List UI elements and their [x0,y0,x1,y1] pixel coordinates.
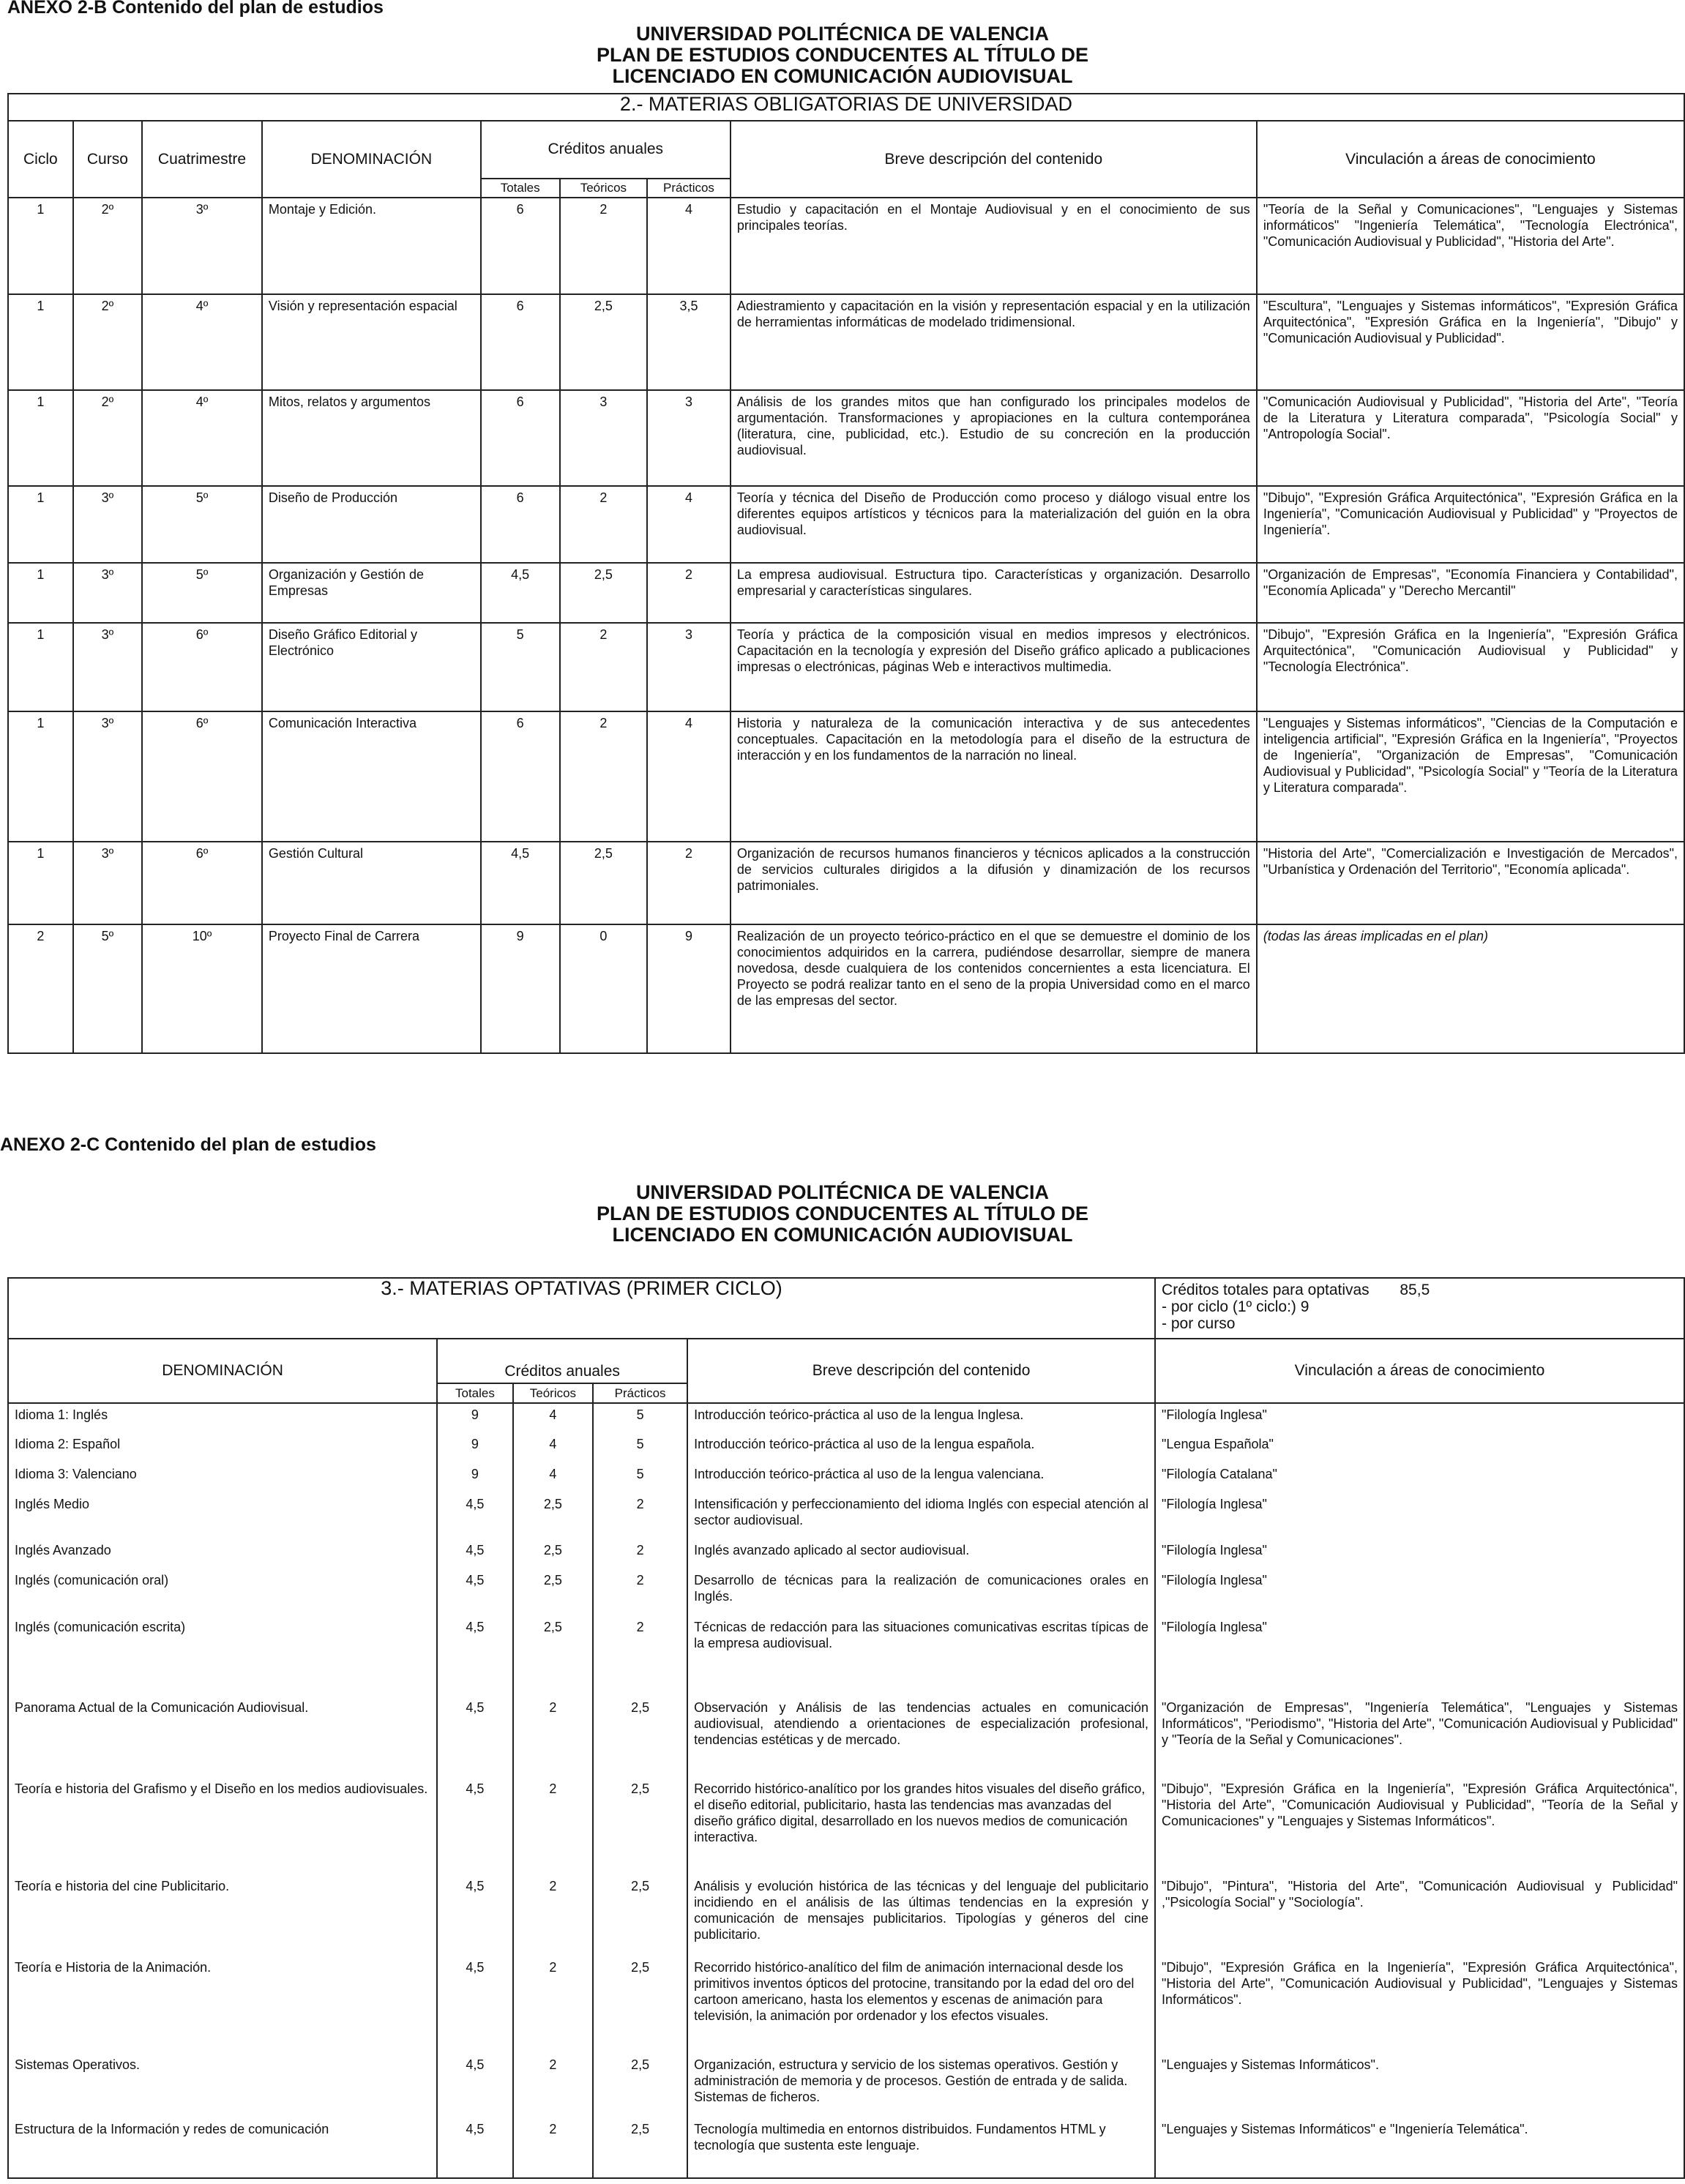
table-row [8,1569,1684,1615]
col-header-denominacion: DENOMINACIÓN [8,1339,437,1403]
cell-practicos: 4 [647,198,731,293]
cell-practicos: 2,5 [593,2054,687,2118]
cell-descripcion: Teoría y práctica de la composición visual en medios impresos y electrónicos. Capacitación en la tecnología y expresión del Diseño gráfico aplicado a publicaciones impresas o electrónicas, páginas Web e interactivos multimedia. [731,623,1257,711]
cell-cuatrimestre: 4º [142,294,262,390]
cell-descripcion: Estudio y capacitación en el Montaje Audiovisual y en el conocimiento de sus principales teorías. [731,198,1257,293]
cell-vinculacion: "Dibujo", "Expresión Gráfica en la Ingeniería", "Expresión Gráfica Arquitectónica", "Historia del Arte", "Comunicación Audiovisual y Publicidad", "Lenguajes y Sistemas Informáticos". [1155,1956,1684,2054]
cell-totales: 5 [481,623,560,711]
col-header-teoricos: Teóricos [513,1383,593,1403]
cell-practicos: 4 [647,486,731,563]
cell-totales: 9 [437,1403,513,1433]
credits-value: 85,5 [1400,1282,1430,1298]
cell-cuatrimestre: 6º [142,842,262,924]
cell-totales: 4,5 [437,2118,513,2178]
col-header-descripcion: Breve descripción del contenido [731,121,1257,198]
col-header-curso: Curso [73,121,142,198]
table-row [8,563,1684,623]
cell-curso: 3º [73,623,142,711]
cell-practicos: 2 [593,1539,687,1569]
cell-denominacion: Inglés Avanzado [8,1539,437,1569]
cell-descripcion: Técnicas de redacción para las situaciones comunicativas escritas típicas de la empresa audiovisual. [687,1616,1155,1697]
cell-denominacion: Estructura de la Información y redes de comunicación [8,2118,437,2178]
table-row [8,2054,1684,2118]
cell-teoricos: 4 [513,1403,593,1433]
cell-practicos: 2,5 [593,1697,687,1778]
cell-totales: 4,5 [437,1697,513,1778]
table-row [8,1697,1684,1778]
cell-teoricos: 3 [560,390,648,486]
cell-totales: 4,5 [437,1956,513,2054]
cell-descripcion: Tecnología multimedia en entornos distribuidos. Fundamentos HTML y tecnología que sustenta este lenguaje. [687,2118,1155,2178]
cell-curso: 3º [73,711,142,842]
header-line-degree: LICENCIADO EN COMUNICACIÓN AUDIOVISUAL [612,65,1073,87]
cell-denominacion: Panorama Actual de la Comunicación Audiovisual. [8,1697,437,1778]
cell-teoricos: 2,5 [513,1616,593,1697]
cell-descripcion: Introducción teórico-práctica al uso de la lengua española. [687,1433,1155,1463]
annex-c-title: ANEXO 2-C Contenido del plan de estudios [0,1134,376,1155]
cell-practicos: 5 [593,1463,687,1493]
cell-vinculacion: "Lengua Española" [1155,1433,1684,1463]
cell-vinculacion: "Dibujo", "Pintura", "Historia del Arte", "Comunicación Audiovisual y Publicidad" ,"Psicología Social" y "Sociología". [1155,1875,1684,1956]
cell-descripcion: Organización, estructura y servicio de los sistemas operativos. Gestión y administración de memoria y de procesos. Gestión de entrada y de salida. Sistemas de ficheros. [687,2054,1155,2118]
cell-descripcion: Análisis y evolución histórica de las técnicas y del lenguaje del publicitario incidiendo en el análisis de las últimas tendencias en la expresión y comunicación de mensajes publicitarios. Tipologías y géneros del cine publicitario. [687,1875,1155,1956]
cell-denominacion: Proyecto Final de Carrera [262,924,481,1053]
header-line-degree: LICENCIADO EN COMUNICACIÓN AUDIOVISUAL [612,1224,1073,1246]
col-header-teoricos: Teóricos [560,179,648,198]
cell-vinculacion: "Filología Inglesa" [1155,1403,1684,1433]
cell-practicos: 3 [647,390,731,486]
cell-cuatrimestre: 10º [142,924,262,1053]
cell-practicos: 9 [647,924,731,1053]
table-row [8,1778,1684,1875]
cell-practicos: 3,5 [647,294,731,390]
credits-por-curso: - por curso [1162,1315,1236,1332]
col-header-practicos: Prácticos [647,179,731,198]
cell-vinculacion: "Lenguajes y Sistemas informáticos", "Ciencias de la Computación e inteligencia artificial", "Expresión Gráfica en la Ingeniería", "Proyectos de Ingeniería", "Organización de Empresas", "Comunicación Audiovisual y Publicidad", "Psicología Social" y "Teoría de la Literatura y Literatura comparada". [1257,711,1684,842]
header-line-university: UNIVERSIDAD POLITÉCNICA DE VALENCIA [635,1181,1050,1203]
annex-b-title: ANEXO 2-B Contenido del plan de estudios [7,0,384,18]
cell-teoricos: 0 [560,924,648,1053]
cell-denominacion: Idioma 3: Valenciano [8,1463,437,1493]
cell-teoricos: 2 [560,623,648,711]
table-row [8,924,1684,1053]
cell-totales: 6 [481,294,560,390]
cell-descripcion: Teoría y técnica del Diseño de Producción como proceso y diálogo visual entre los diferentes equipos artísticos y técnicos para la materialización del guión en la obra audiovisual. [731,486,1257,563]
cell-totales: 4,5 [437,1616,513,1697]
header-line-plan: PLAN DE ESTUDIOS CONDUCENTES AL TÍTULO DE [596,44,1089,66]
cell-practicos: 5 [593,1433,687,1463]
cell-descripcion: Observación y Análisis de las tendencias actuales en comunicación audiovisual, atendiendo a orientaciones de especialización profesional, tendencias estéticas y de mercado. [687,1697,1155,1778]
annex-c-header [0,1182,1685,1246]
cell-totales: 4,5 [481,842,560,924]
cell-ciclo: 1 [8,390,73,486]
cell-curso: 2º [73,294,142,390]
annex-b-header [0,23,1685,87]
cell-denominacion: Idioma 1: Inglés [8,1403,437,1433]
cell-practicos: 2 [647,563,731,623]
section-title-optativas: 3.- MATERIAS OPTATIVAS (PRIMER CICLO) [8,1278,1155,1339]
section-title-obligatorias: 2.- MATERIAS OBLIGATORIAS DE UNIVERSIDAD [8,94,1684,121]
cell-teoricos: 2 [560,711,648,842]
cell-practicos: 2 [593,1493,687,1539]
table-row [8,623,1684,711]
col-header-denominacion: DENOMINACIÓN [262,121,481,198]
cell-denominacion: Diseño de Producción [262,486,481,563]
table-row [8,486,1684,563]
cell-totales: 4,5 [437,1778,513,1875]
cell-totales: 4,5 [481,563,560,623]
cell-curso: 3º [73,486,142,563]
cell-curso: 2º [73,198,142,293]
cell-vinculacion: "Filología Catalana" [1155,1463,1684,1493]
credits-label: Créditos totales para optativas [1162,1282,1370,1298]
cell-descripcion: Adiestramiento y capacitación en la visión y representación espacial y en la utilización de herramientas informáticas de modelado tridimensional. [731,294,1257,390]
cell-descripcion: Recorrido histórico-analítico del film de animación internacional desde los primitivos inventos ópticos del protocine, transitando por la edad del oro del cartoon americano, hasta los elementos y escenas de animación para televisión, la animación por ordenador y los efectos visuales. [687,1956,1155,2054]
col-header-vinculacion: Vinculación a áreas de conocimiento [1155,1339,1684,1403]
cell-totales: 9 [481,924,560,1053]
cell-practicos: 2,5 [593,1956,687,2054]
cell-teoricos: 2,5 [513,1539,593,1569]
cell-descripcion: Introducción teórico-práctica al uso de la lengua valenciana. [687,1463,1155,1493]
header-line-university: UNIVERSIDAD POLITÉCNICA DE VALENCIA [635,23,1050,45]
credits-box [1155,1278,1684,1339]
cell-totales: 4,5 [437,2054,513,2118]
cell-curso: 5º [73,924,142,1053]
cell-totales: 4,5 [437,1875,513,1956]
credits-por-ciclo: - por ciclo (1º ciclo:) 9 [1162,1298,1309,1315]
cell-vinculacion: "Historia del Arte", "Comercialización e Investigación de Mercados", "Urbanística y Ordenación del Territorio", "Economía aplicada". [1257,842,1684,924]
cell-vinculacion: "Filología Inglesa" [1155,1616,1684,1697]
cell-descripcion: Desarrollo de técnicas para la realización de comunicaciones orales en Inglés. [687,1569,1155,1615]
table-row [8,711,1684,842]
header-line-plan: PLAN DE ESTUDIOS CONDUCENTES AL TÍTULO DE [596,1203,1089,1224]
table-row [8,1539,1684,1569]
cell-descripcion: Organización de recursos humanos financieros y técnicos aplicados a la construcción de servicios culturales dirigidos a la difusión y dinamización de los recursos patrimoniales. [731,842,1257,924]
cell-vinculacion: "Organización de Empresas", "Economía Financiera y Contabilidad", "Economía Aplicada" y "Derecho Mercantil" [1257,563,1684,623]
col-header-cuatrimestre: Cuatrimestre [142,121,262,198]
col-header-vinculacion: Vinculación a áreas de conocimiento [1257,121,1684,198]
cell-vinculacion: "Filología Inglesa" [1155,1569,1684,1615]
annex-c-table [7,1277,1685,2179]
cell-practicos: 2,5 [593,2118,687,2178]
cell-totales: 9 [437,1463,513,1493]
cell-vinculacion: "Filología Inglesa" [1155,1539,1684,1569]
cell-denominacion: Gestión Cultural [262,842,481,924]
cell-teoricos: 2 [560,198,648,293]
cell-totales: 4,5 [437,1539,513,1569]
cell-curso: 3º [73,842,142,924]
cell-denominacion: Idioma 2: Español [8,1433,437,1463]
cell-teoricos: 2 [513,2054,593,2118]
cell-practicos: 3 [647,623,731,711]
cell-vinculacion: "Comunicación Audiovisual y Publicidad", "Historia del Arte", "Teoría de la Literatura y Literatura comparada", "Psicología Social" y "Antropología Social". [1257,390,1684,486]
cell-cuatrimestre: 6º [142,623,262,711]
col-header-descripcion: Breve descripción del contenido [687,1339,1155,1403]
cell-ciclo: 1 [8,623,73,711]
cell-vinculacion: "Filología Inglesa" [1155,1493,1684,1539]
col-header-creditos: Créditos anuales [481,121,731,179]
table-row [8,1875,1684,1956]
cell-descripcion: Inglés avanzado aplicado al sector audiovisual. [687,1539,1155,1569]
table-row [8,1463,1684,1493]
cell-descripcion: Introducción teórico-práctica al uso de la lengua Inglesa. [687,1403,1155,1433]
col-header-totales: Totales [481,179,560,198]
cell-denominacion: Inglés Medio [8,1493,437,1539]
cell-teoricos: 2,5 [560,842,648,924]
annex-b-table [7,93,1685,1054]
cell-teoricos: 4 [513,1463,593,1493]
cell-cuatrimestre: 4º [142,390,262,486]
table-row [8,1433,1684,1463]
cell-cuatrimestre: 6º [142,711,262,842]
cell-descripcion: Análisis de los grandes mitos que han configurado los principales modelos de argumentación. Transformaciones y apropiaciones en la cultura contemporánea (literatura, cine, publicidad, etc.). Estudio de su concreción en la producción audiovisual. [731,390,1257,486]
cell-ciclo: 1 [8,486,73,563]
cell-vinculacion: "Lenguajes y Sistemas Informáticos". [1155,2054,1684,2118]
col-header-practicos: Prácticos [593,1383,687,1403]
cell-totales: 9 [437,1433,513,1463]
cell-vinculacion: "Teoría de la Señal y Comunicaciones", "Lenguajes y Sistemas informáticos" "Ingeniería Telemática", "Tecnología Electrónica", "Comunicación Audiovisual y Publicidad", "Historia del Arte". [1257,198,1684,293]
cell-descripcion: Historia y naturaleza de la comunicación interactiva y de sus antecedentes conceptuales. Capacitación en la metodología para el diseño de la estructura de interacción y en los fundamentos de la narración no lineal. [731,711,1257,842]
cell-denominacion: Diseño Gráfico Editorial y Electrónico [262,623,481,711]
cell-ciclo: 1 [8,563,73,623]
cell-teoricos: 2 [513,1697,593,1778]
cell-denominacion: Organización y Gestión de Empresas [262,563,481,623]
cell-teoricos: 2 [513,1875,593,1956]
cell-teoricos: 2 [513,1778,593,1875]
cell-denominacion: Teoría e Historia de la Animación. [8,1956,437,2054]
cell-teoricos: 2,5 [513,1493,593,1539]
cell-cuatrimestre: 5º [142,563,262,623]
cell-denominacion: Montaje y Edición. [262,198,481,293]
cell-practicos: 5 [593,1403,687,1433]
cell-teoricos: 2,5 [513,1569,593,1615]
cell-vinculacion: "Lenguajes y Sistemas Informáticos" e "Ingeniería Telemática". [1155,2118,1684,2178]
cell-denominacion: Visión y representación espacial [262,294,481,390]
cell-denominacion: Teoría e historia del Grafismo y el Diseño en los medios audiovisuales. [8,1778,437,1875]
cell-ciclo: 2 [8,924,73,1053]
cell-teoricos: 2 [560,486,648,563]
col-header-totales: Totales [437,1383,513,1403]
cell-denominacion: Comunicación Interactiva [262,711,481,842]
cell-ciclo: 1 [8,198,73,293]
cell-vinculacion: "Dibujo", "Expresión Gráfica Arquitectónica", "Expresión Gráfica en la Ingeniería", "Comunicación Audiovisual y Publicidad" y "Proyectos de Ingeniería". [1257,486,1684,563]
cell-totales: 4,5 [437,1493,513,1539]
cell-denominacion: Teoría e historia del cine Publicitario. [8,1875,437,1956]
table-row [8,1403,1684,1433]
cell-denominacion: Mitos, relatos y argumentos [262,390,481,486]
cell-totales: 6 [481,711,560,842]
cell-teoricos: 2 [513,2118,593,2178]
cell-ciclo: 1 [8,711,73,842]
col-header-ciclo: Ciclo [8,121,73,198]
cell-totales: 6 [481,390,560,486]
table-row [8,842,1684,924]
table-row [8,390,1684,486]
cell-teoricos: 2,5 [560,294,648,390]
table-row [8,294,1684,390]
cell-vinculacion: (todas las áreas implicadas en el plan) [1257,924,1684,1053]
cell-denominacion: Inglés (comunicación escrita) [8,1616,437,1697]
cell-ciclo: 1 [8,842,73,924]
cell-practicos: 2 [647,842,731,924]
cell-descripcion: La empresa audiovisual. Estructura tipo. Características y organización. Desarrollo empresarial y características singulares. [731,563,1257,623]
cell-totales: 6 [481,198,560,293]
cell-teoricos: 2,5 [560,563,648,623]
cell-descripcion: Intensificación y perfeccionamiento del idioma Inglés con especial atención al sector audiovisual. [687,1493,1155,1539]
col-header-creditos: Créditos anuales [437,1339,687,1383]
cell-totales: 6 [481,486,560,563]
cell-cuatrimestre: 5º [142,486,262,563]
cell-descripcion: Realización de un proyecto teórico-práctico en el que se demuestre el dominio de los conocimientos adquiridos en la carrera, pudiéndose desarrollar, siempre de manera novedosa, desde cualquiera de los contenidos concernientes a esta licenciatura. El Proyecto se podrá realizar tanto en el seno de la propia Universidad como en el marco de las empresas del sector. [731,924,1257,1053]
cell-ciclo: 1 [8,294,73,390]
table-row [8,198,1684,293]
cell-teoricos: 2 [513,1956,593,2054]
cell-vinculacion: "Dibujo", "Expresión Gráfica en la Ingeniería", "Expresión Gráfica Arquitectónica", "Historia del Arte", "Comunicación Audiovisual y Publicidad", "Teoría de la Señal y Comunicaciones" y "Lenguajes y Sistemas Informáticos". [1155,1778,1684,1875]
cell-denominacion: Inglés (comunicación oral) [8,1569,437,1615]
cell-curso: 2º [73,390,142,486]
cell-vinculacion: "Escultura", "Lenguajes y Sistemas informáticos", "Expresión Gráfica Arquitectónica", "Expresión Gráfica en la Ingeniería", "Dibujo" y "Comunicación Audiovisual y Publicidad". [1257,294,1684,390]
cell-practicos: 2 [593,1569,687,1615]
cell-vinculacion: "Organización de Empresas", "Ingeniería Telemática", "Lenguajes y Sistemas Informáticos", "Periodismo", "Historia del Arte", "Comunicación Audiovisual y Publicidad" y "Teoría de la Señal y Comunicaciones". [1155,1697,1684,1778]
cell-vinculacion: "Dibujo", "Expresión Gráfica en la Ingeniería", "Expresión Gráfica Arquitectónica", "Comunicación Audiovisual y Publicidad" y "Tecnología Electrónica". [1257,623,1684,711]
cell-practicos: 4 [647,711,731,842]
cell-denominacion: Sistemas Operativos. [8,2054,437,2118]
cell-practicos: 2,5 [593,1778,687,1875]
table-row [8,1956,1684,2054]
cell-teoricos: 4 [513,1433,593,1463]
cell-curso: 3º [73,563,142,623]
table-row [8,1493,1684,1539]
cell-totales: 4,5 [437,1569,513,1615]
cell-cuatrimestre: 3º [142,198,262,293]
table-row [8,2118,1684,2178]
table-row [8,1616,1684,1697]
cell-practicos: 2,5 [593,1875,687,1956]
cell-practicos: 2 [593,1616,687,1697]
cell-descripcion: Recorrido histórico-analítico por los grandes hitos visuales del diseño gráfico, el diseño editorial, publicitario, hasta las tendencias mas avanzadas del diseño gráfico digital, desarrollado en los nuevos medios de comunicación interactiva. [687,1778,1155,1875]
